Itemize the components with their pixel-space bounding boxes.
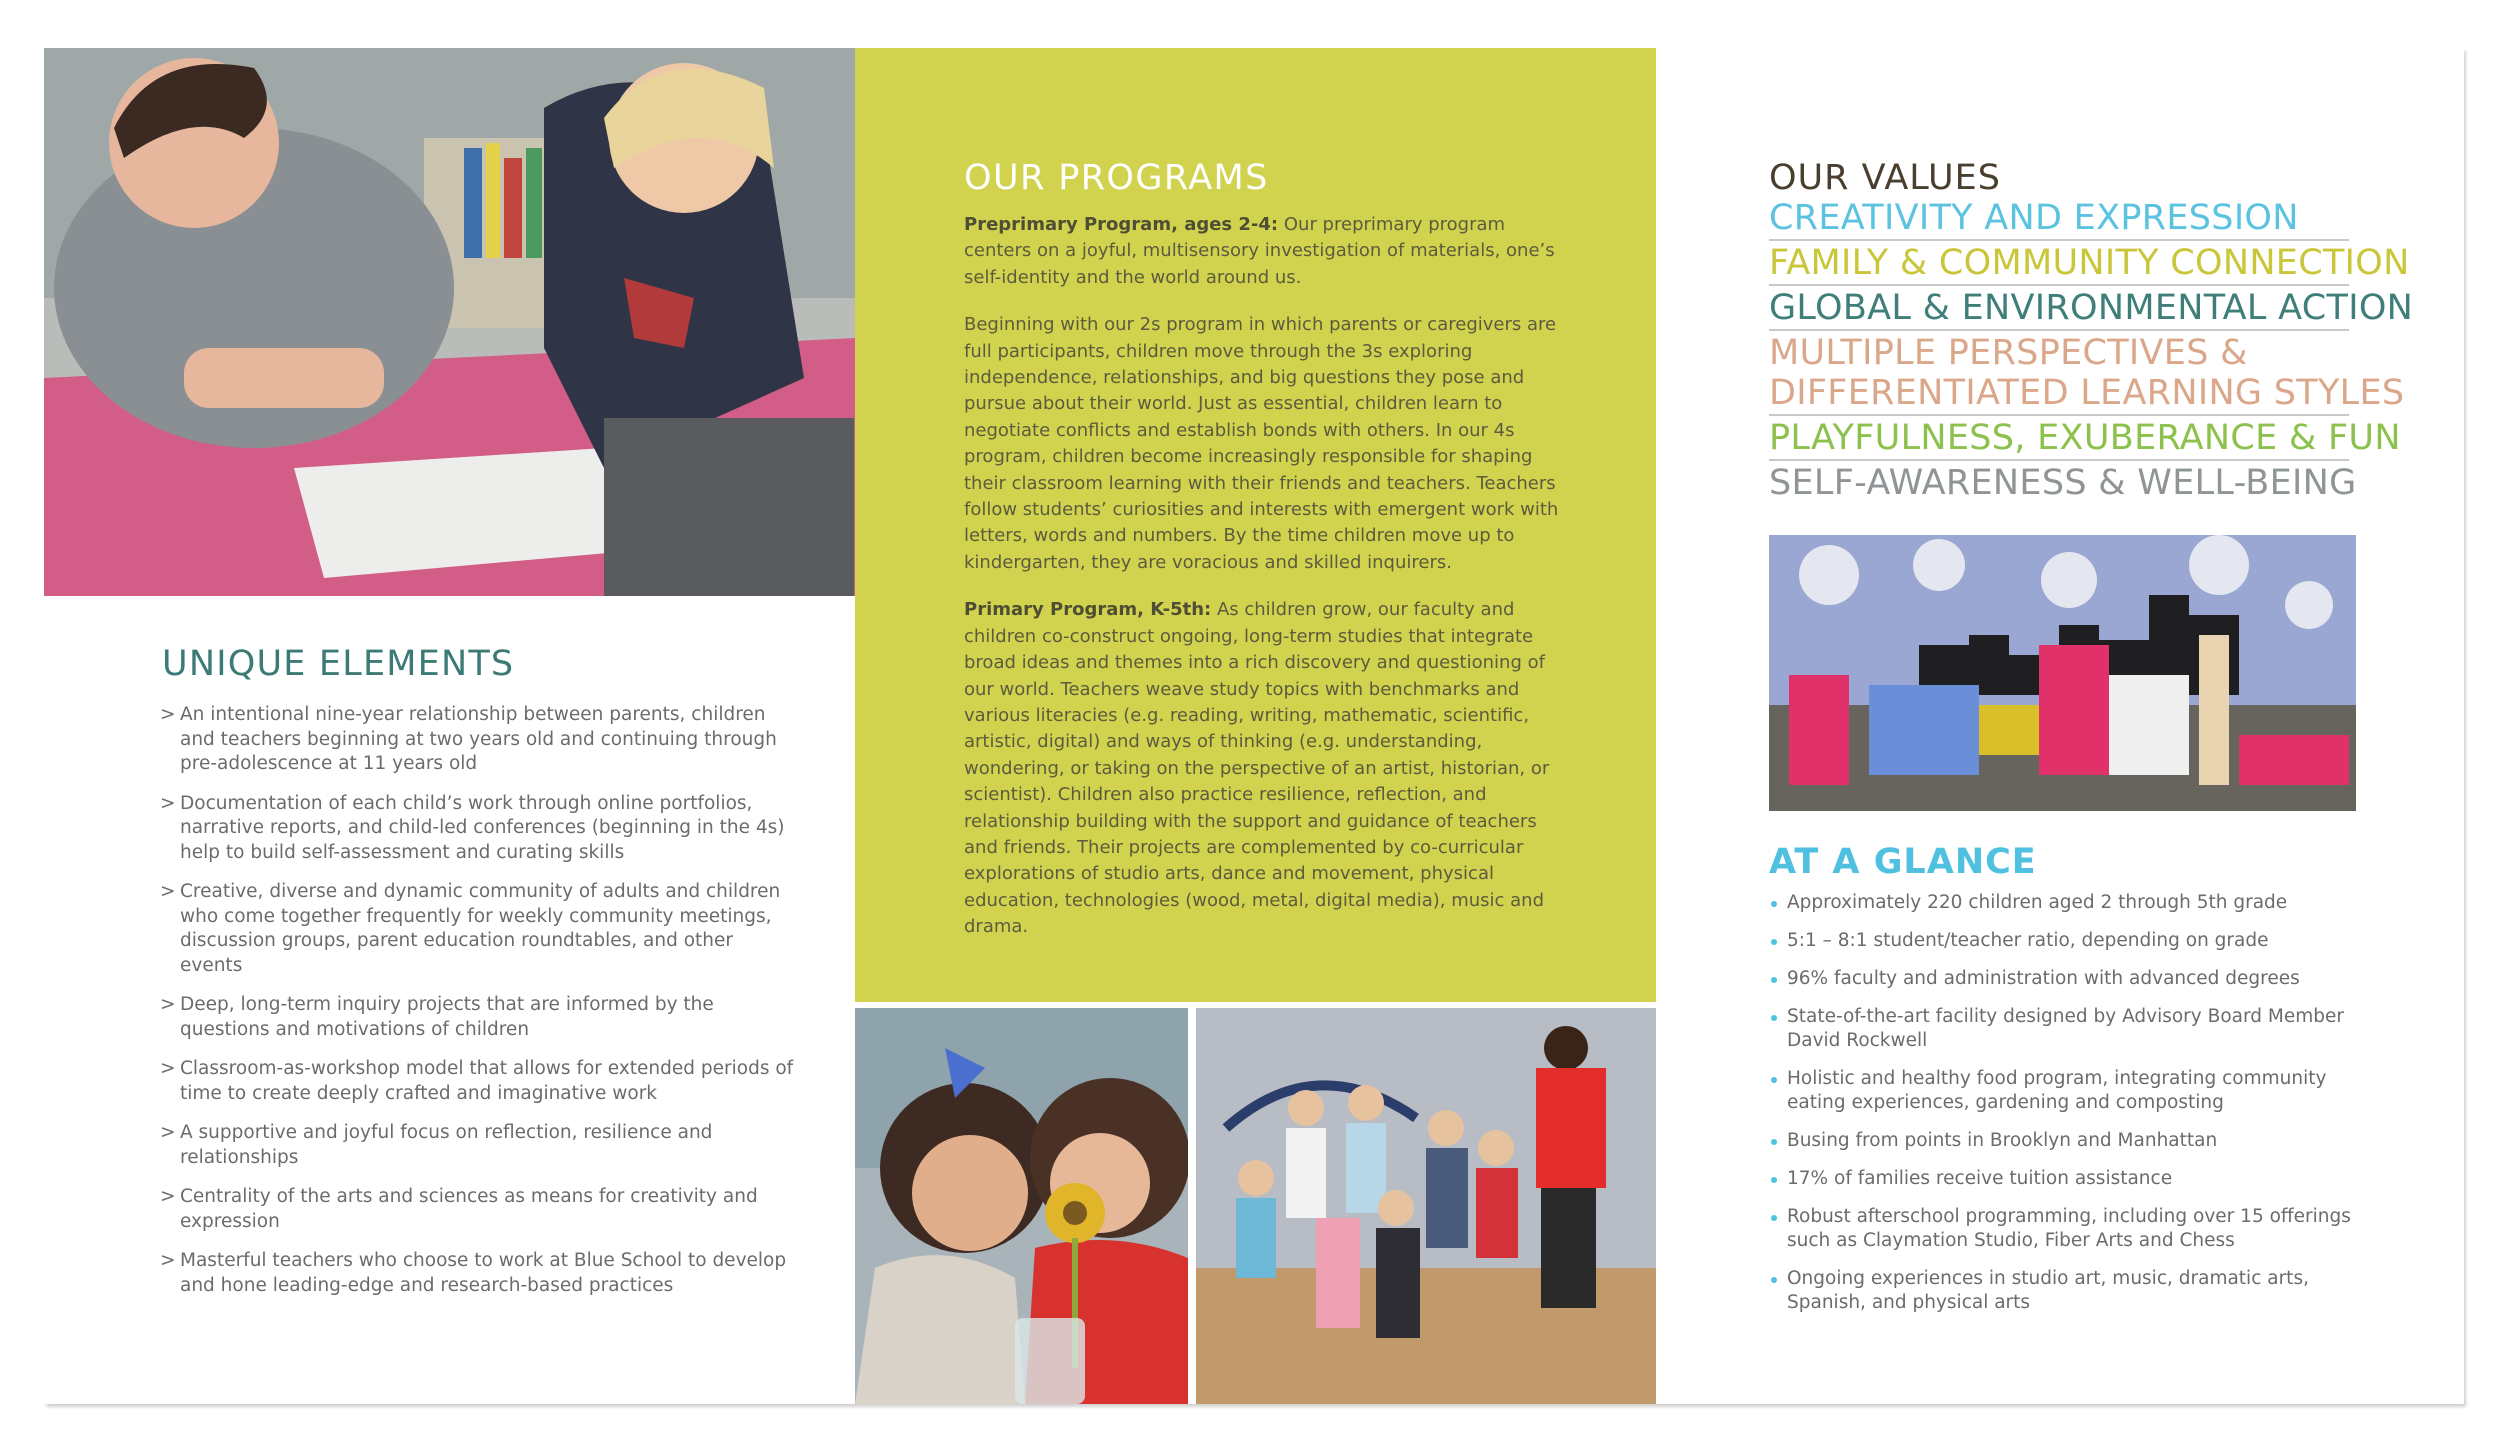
preprimary-text: Our preprimary program centers on a joyful, multisensory investigation of materials, one’s self-identity and the world around us. — [964, 214, 1555, 288]
unique-item: > Deep, long-term inquiry projects that are informed by the questions and motivations of children — [160, 993, 800, 1042]
early-years-paragraph: Beginning with our 2s program in which parents or caregivers are full participants, children move through the 3s exploring independence, relationships, and big questions they pose and pursue about their world. Just as essential, children learn to negotiate conflicts and establish bonds with others. In our 4s program, children become increasingly responsible for shaping their classroom learning with their friends and teachers. Teachers follow students’ curiosities and interests with emergent work with letters, words and numbers. By the time children move up to kindergarten, they are voracious and skilled inquirers. — [964, 314, 1559, 573]
unique-elements-heading: UNIQUE ELEMENTS — [162, 644, 515, 684]
photo-dance-class — [1196, 1008, 1656, 1404]
unique-item: > An intentional nine-year relationship between parents, children and teachers beginning at two years old and continuing through pre-adolescence at 11 years old — [160, 703, 800, 777]
unique-item: > Documentation of each child’s work through online portfolios, narrative reports, and child-led conferences (beginning in the 4s) help to build self-assessment and curating skills — [160, 792, 800, 866]
value-playfulness: PLAYFULNESS, EXUBERANCE & FUN — [1769, 418, 2349, 461]
glance-item: State-of-the-art facility designed by Advisory Board Member David Rockwell — [1769, 1005, 2369, 1053]
values-list — [1769, 198, 2414, 506]
glance-item: 96% faculty and administration with advanced degrees — [1769, 967, 2369, 991]
value-creativity: CREATIVITY AND EXPRESSION — [1769, 198, 2349, 241]
brochure-spread — [44, 48, 2464, 1404]
at-a-glance-heading: AT A GLANCE — [1769, 842, 2037, 882]
unique-item: > Classroom-as-workshop model that allows for extended periods of time to create deeply crafted and imaginative work — [160, 1057, 800, 1106]
preprimary-label: Preprimary Program, ages 2-4: — [964, 214, 1279, 235]
photo-boys-crafting — [44, 48, 855, 596]
glance-item: Holistic and healthy food program, integrating community eating experiences, gardening and composting — [1769, 1067, 2369, 1115]
photo-cityscape-art-project — [1769, 535, 2356, 811]
glance-item: Ongoing experiences in studio art, music, dramatic arts, Spanish, and physical arts — [1769, 1267, 2369, 1315]
preprimary-paragraph — [964, 212, 1564, 291]
glance-item: Approximately 220 children aged 2 through 5th grade — [1769, 891, 2369, 915]
value-family-community: FAMILY & COMMUNITY CONNECTION — [1769, 243, 2349, 286]
photo-girls-sunflower — [855, 1008, 1188, 1404]
glance-item: Robust afterschool programming, including over 15 offerings such as Claymation Studio, Fiber Arts and Chess — [1769, 1205, 2369, 1253]
unique-item: > Creative, diverse and dynamic community of adults and children who come together frequently for weekly community meetings, discussion groups, parent education roundtables, and other events — [160, 880, 800, 978]
value-self-awareness: SELF-AWARENESS & WELL-BEING — [1769, 463, 2357, 503]
at-a-glance-list — [1769, 891, 2369, 1329]
our-programs-heading: OUR PROGRAMS — [964, 158, 1269, 198]
unique-item: > A supportive and joyful focus on reflection, resilience and relationships — [160, 1121, 800, 1170]
glance-item: 17% of families receive tuition assistance — [1769, 1167, 2369, 1191]
unique-item: > Centrality of the arts and sciences as means for creativity and expression — [160, 1185, 800, 1234]
value-global-environmental: GLOBAL & ENVIRONMENTAL ACTION — [1769, 288, 2349, 331]
unique-elements-list — [160, 703, 800, 1313]
primary-paragraph — [964, 597, 1564, 940]
our-values-heading: OUR VALUES — [1769, 158, 2001, 198]
glance-item: Busing from points in Brooklyn and Manhattan — [1769, 1129, 2369, 1153]
value-differentiated-learning: DIFFERENTIATED LEARNING STYLES — [1769, 373, 2349, 416]
glance-item: 5:1 – 8:1 student/teacher ratio, depending on grade — [1769, 929, 2369, 953]
programs-body — [964, 212, 1564, 962]
unique-item: > Masterful teachers who choose to work at Blue School to develop and hone leading-edge and research-based practices — [160, 1249, 800, 1298]
primary-text: As children grow, our faculty and children co-construct ongoing, long-term studies that integrate broad ideas and themes into a rich discovery and questioning of our world. Teachers weave study topics with benchmarks and various literacies (e.g. reading, writing, mathematic, scientific, artistic, digital) and ways of thinking (e.g. understanding, wondering, or taking on the perspective of an artist, historian, or scientist). Children also practice resilience, reflection, and relationship building with the support and guidance of teachers and friends. Their projects are complemented by co-curricular explorations of studio arts, dance and movement, physical education, technologies (wood, metal, digital media), music and drama. — [964, 599, 1550, 938]
primary-label: Primary Program, K-5th: — [964, 599, 1212, 621]
value-multiple-perspectives: MULTIPLE PERSPECTIVES & — [1769, 333, 2248, 373]
